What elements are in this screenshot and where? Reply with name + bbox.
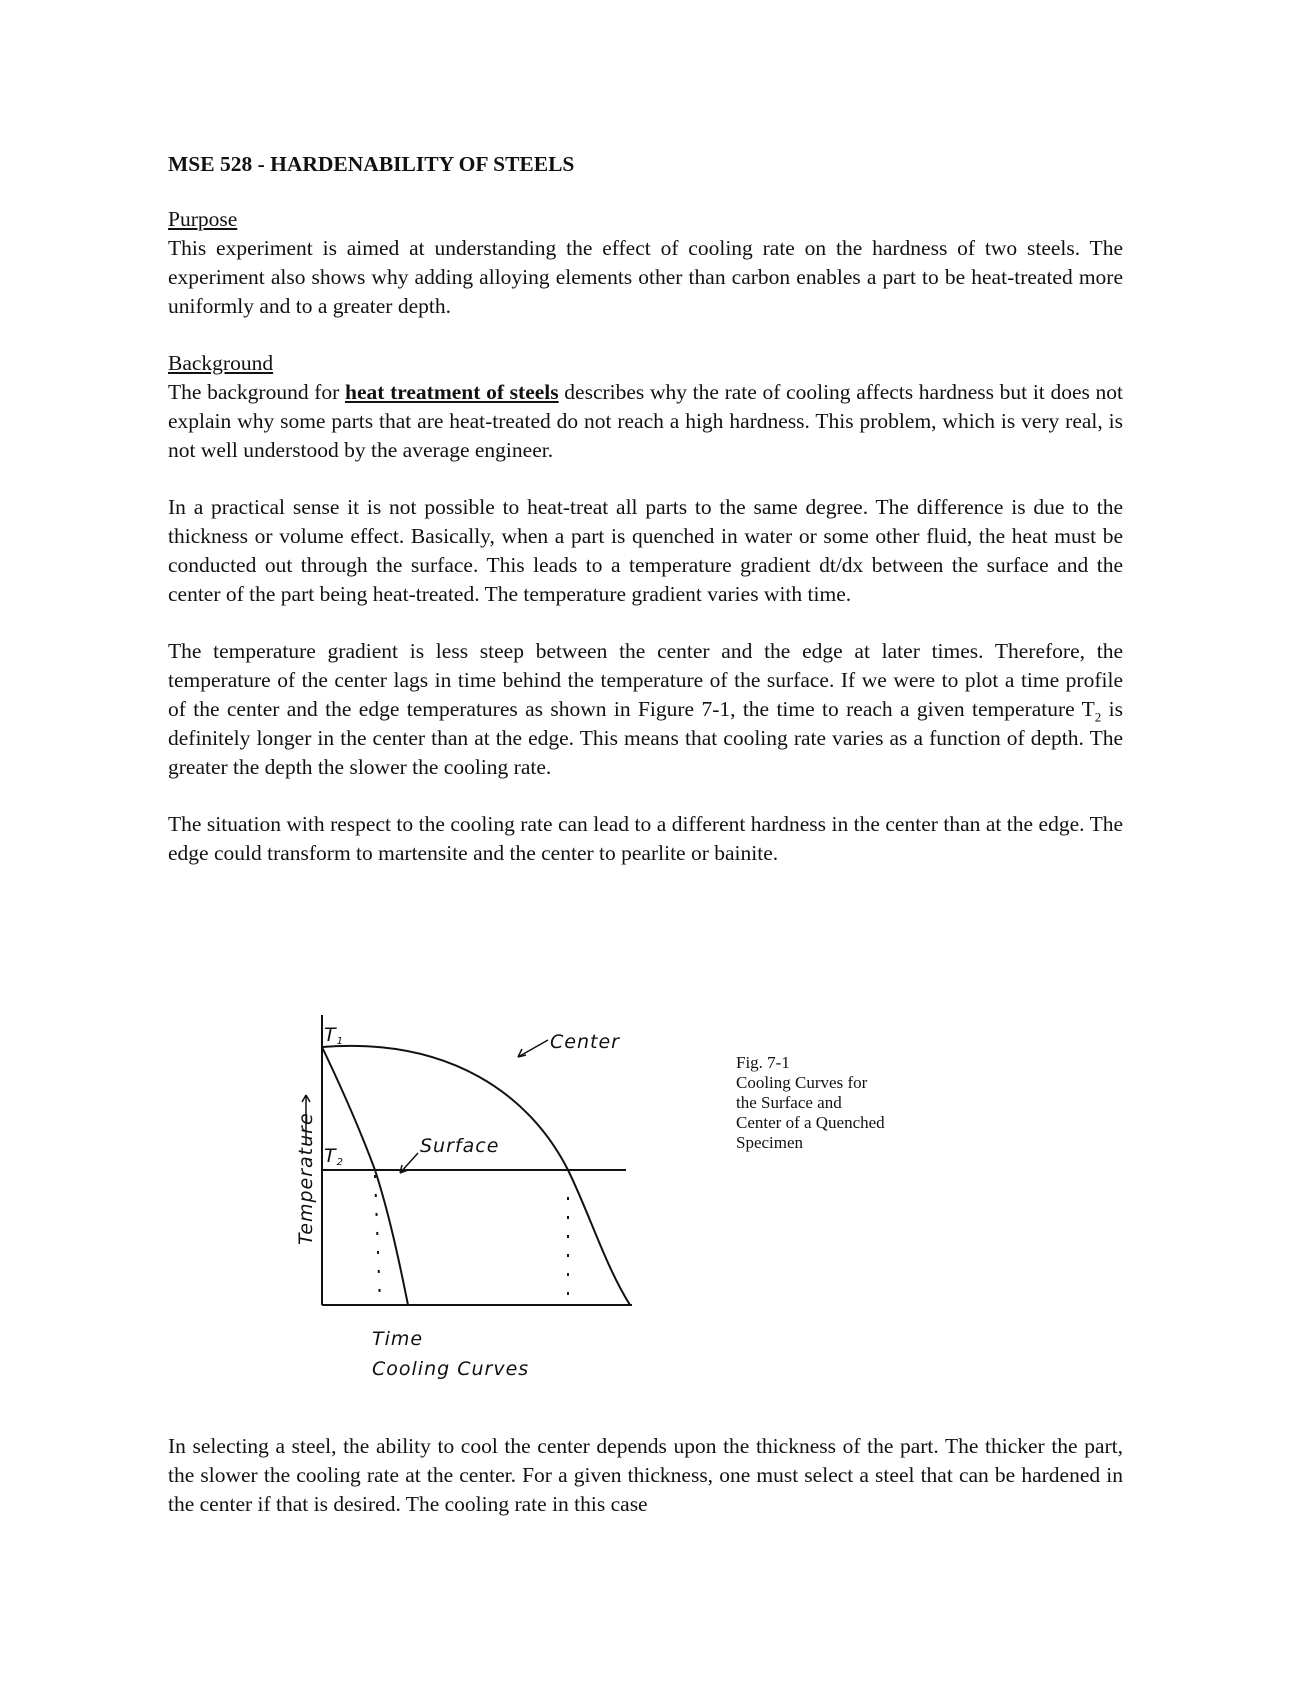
y-axis-label: Temperature (295, 1112, 317, 1245)
bg-p3-end: is definitely longer in the center than at the edge. This means that cooling rate varies as a function of depth. The greater the depth the slower the cooling rate. (168, 697, 1123, 779)
background-paragraph-3 (168, 637, 1123, 782)
document-body (168, 150, 1123, 868)
figure-7-1 (295, 1015, 920, 1385)
purpose-heading: Purpose (168, 207, 238, 231)
purpose-paragraph: This experiment is aimed at understanding the effect of cooling rate on the hardness of two steels. The experiment also shows why adding alloying elements other than carbon enables a part to be heat-treated more uniformly and to a greater depth. (168, 236, 1123, 318)
caption-line-5: Specimen (736, 1133, 804, 1152)
x-axis-label: Time (372, 1328, 424, 1350)
center-curve (322, 1046, 630, 1305)
bg-p3-start: The temperature gradient is less steep between the center and the edge at later times. Therefore, the temperature of the center lags in time behind the temperature of the surface. If we were to plot a time profile of the center and the edge temperatures as shown in Figure 7-1, the time to reach a given temperature T (168, 639, 1123, 721)
cooling-curves-diagram (295, 1015, 740, 1385)
background-heading: Background (168, 351, 274, 375)
background-paragraph-4: The situation with respect to the cooling rate can lead to a different hardness in the center than at the edge. The edge could transform to martensite and the center to pearlite or bainite. (168, 812, 1123, 865)
caption-line-3: the Surface and (736, 1093, 842, 1112)
bg-p1-start: The background for (168, 380, 345, 404)
background-paragraph-1 (168, 378, 1123, 465)
bg-p1-end: describes why the rate of cooling affects hardness but it does not explain why some parts that are heat-treated do not reach a high hardness. This problem, which is very real, is not well understood by the average engineer. (168, 380, 1123, 462)
surface-drop-line (375, 1175, 380, 1303)
figure-subtitle: Cooling Curves (372, 1358, 530, 1380)
surface-curve (322, 1047, 408, 1305)
caption-line-1: Fig. 7-1 (736, 1053, 790, 1072)
caption-line-2: Cooling Curves for (736, 1073, 868, 1092)
t2-label: T2 (324, 1145, 344, 1168)
caption-line-4: Center of a Quenched (736, 1113, 885, 1132)
heat-treatment-link[interactable]: heat treatment of steels (345, 380, 559, 404)
t2-subscript: 2 (1094, 709, 1102, 725)
t1-label: T1 (324, 1024, 344, 1047)
background-paragraph-2: In a practical sense it is not possible to heat-treat all parts to the same degree. The difference is due to the thickness or volume effect. Basically, when a part is quenched in water or some other fluid, the heat must be conducted out through the surface. This leads to a temperature gradient dt/dx between the surface and the center of the part being heat-treated. The temperature gradient varies with time. (168, 495, 1123, 606)
center-arrow (518, 1040, 548, 1057)
figure-caption (736, 1053, 936, 1153)
surface-label: Surface (420, 1135, 500, 1157)
center-label: Center (550, 1031, 620, 1053)
page-title: MSE 528 - HARDENABILITY OF STEELS (168, 152, 575, 176)
closing-section (168, 1432, 1123, 1519)
closing-paragraph: In selecting a steel, the ability to cool the center depends upon the thickness of the part. The thicker the part, the slower the cooling rate at the center. For a given thickness, one must select a steel that can be hardened in the center if that is desired. The cooling rate in this case (168, 1434, 1123, 1516)
